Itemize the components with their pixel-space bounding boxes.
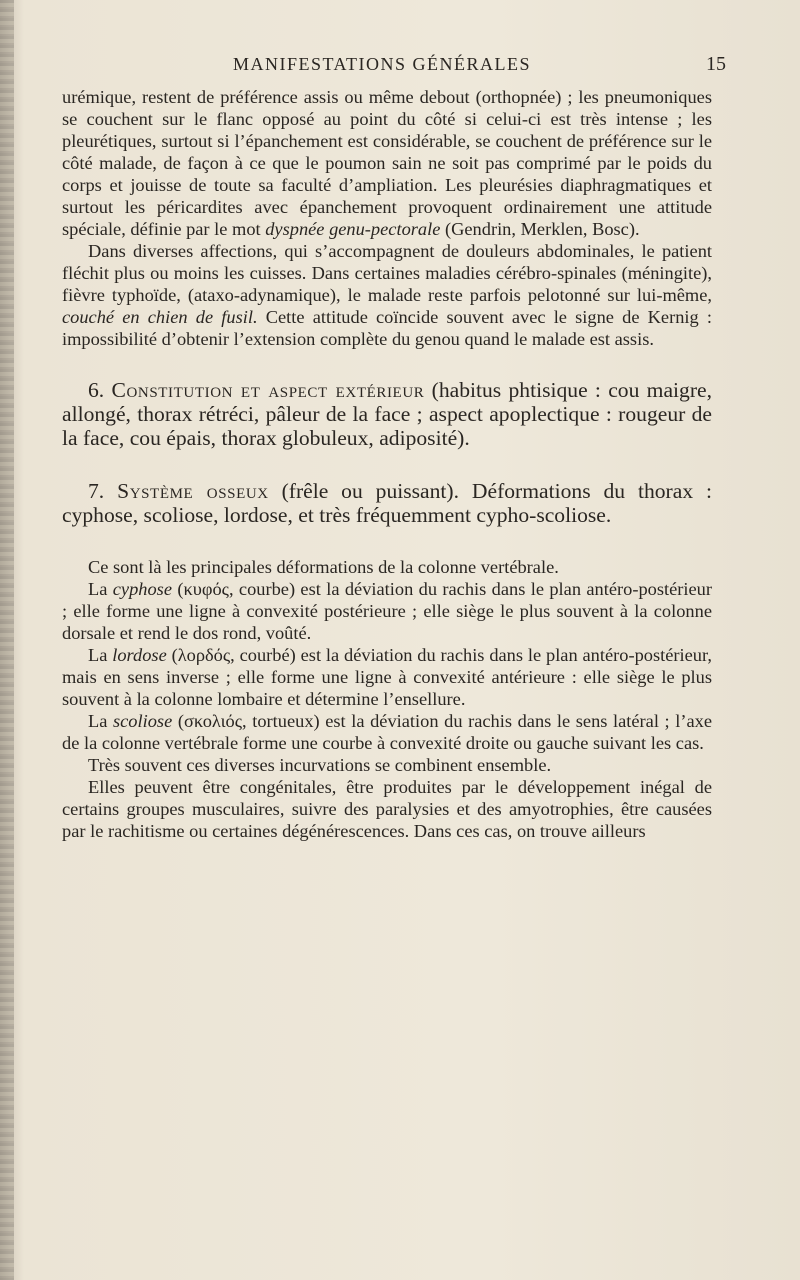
text-run: (frêle ou puissant). Déformations du thorax : cyphose, scoliose, lordose, et très fréquemment cypho-scoliose.	[62, 479, 712, 527]
text-run: Cette attitude coïncide souvent avec le signe de Kernig : impossibilité d’obtenir l’extension complète du genou quand le malade est assis.	[62, 307, 712, 349]
item-number: 7.	[88, 479, 118, 503]
text-run: La	[88, 645, 113, 665]
paragraph-constitution	[62, 378, 712, 450]
term-lordose: lordose	[112, 645, 167, 665]
section-constitution	[62, 378, 712, 450]
body-text	[62, 86, 712, 842]
page-number: 15	[706, 53, 726, 75]
running-title: MANIFESTATIONS GÉNÉRALES	[232, 54, 532, 74]
text-run: Dans diverses affections, qui s’accompagnent de douleurs abdominales, le patient fléchit plus ou moins les cuisses. Dans certaines maladies cérébro-spinales (méningite), fièvre typhoïde, (ataxo-adynamique), le malade reste parfois pelotonné sur lui-même,	[62, 241, 712, 305]
text-run: La	[88, 711, 113, 731]
paragraph-lordose	[62, 644, 712, 710]
paragraph-cyphose	[62, 578, 712, 644]
text-run: urémique, restent de préférence assis ou même debout (orthopnée) ; les pneumoniques se couchent sur le flanc opposé au point du côté si celui-ci est très intense ; les pleurétiques, surtout si l’épanchement est considérable, se couchent de préférence sur le côté malade, de façon à ce que le poumon sain ne soit pas comprimé par le poids du corps et jouisse de toute sa faculté d’ampliation. Les pleurésies diaphragmatiques et surtout les péricardites avec épanchement provoquent ordinairement une attitude spéciale, définie par le mot	[62, 87, 712, 239]
paragraph-abdominales	[62, 240, 712, 350]
page-header	[62, 50, 726, 80]
section-systeme-osseux	[62, 479, 712, 527]
term-chien-de-fusil: couché en chien de fusil.	[62, 307, 258, 327]
text-run: (κυφός, courbe) est la déviation du rachis dans le plan antéro-postérieur ; elle forme une ligne à convexité postérieure ; elle siège le plus souvent à la colonne dorsale et rend le dos rond, voûté.	[62, 579, 712, 643]
paragraph-orthopnee	[62, 86, 712, 240]
section-deformations	[62, 556, 712, 842]
paragraph-scoliose	[62, 710, 712, 754]
term-scoliose: scoliose	[112, 711, 173, 731]
paragraph-combinaisons: Très souvent ces diverses incurvations se combinent ensemble.	[88, 755, 552, 775]
text-run: (habitus phtisique : cou maigre, allongé, thorax rétréci, pâleur de la face ; aspect apoplectique : rougeur de la face, cou épais, thorax globuleux, adiposité).	[62, 378, 713, 450]
text-run: (σκολιός, tortueux) est la déviation du rachis dans le sens latéral ; l’axe de la colonne vertébrale forme une courbe à convexité droite ou gauche suivant les cas.	[62, 711, 712, 753]
term-dyspnee-genu-pectorale: dyspnée genu-pectorale	[265, 219, 441, 239]
book-gutter	[0, 0, 14, 1280]
text-run: (Gendrin, Merklen, Bosc).	[440, 219, 640, 239]
paragraph-deformations: Ce sont là les principales déformations de la colonne vertébrale.	[88, 557, 559, 577]
item-number: 6.	[88, 378, 112, 402]
paragraph-causes: Elles peuvent être congénitales, être produites par le développement inégal de certains groupes musculaires, suivre des paralysies et des amyotrophies, être causées par le rachitisme ou certaines dégénérescences. Dans ces cas, on trouve ailleurs	[62, 777, 712, 841]
heading-constitution: Constitution et aspect extérieur	[111, 378, 425, 402]
section-intro	[62, 86, 712, 350]
term-cyphose: cyphose	[112, 579, 172, 599]
heading-systeme-osseux: Système osseux	[117, 479, 269, 503]
text-run: (λορδός, courbé) est la déviation du rachis dans le plan antéro-postérieur, mais en sens inverse ; elle forme une ligne à convexité antérieure : elle siège le plus souvent à la colonne lombaire et détermine l’ensellure.	[62, 645, 712, 709]
text-run: La	[88, 579, 113, 599]
paragraph-systeme-osseux	[62, 479, 712, 527]
